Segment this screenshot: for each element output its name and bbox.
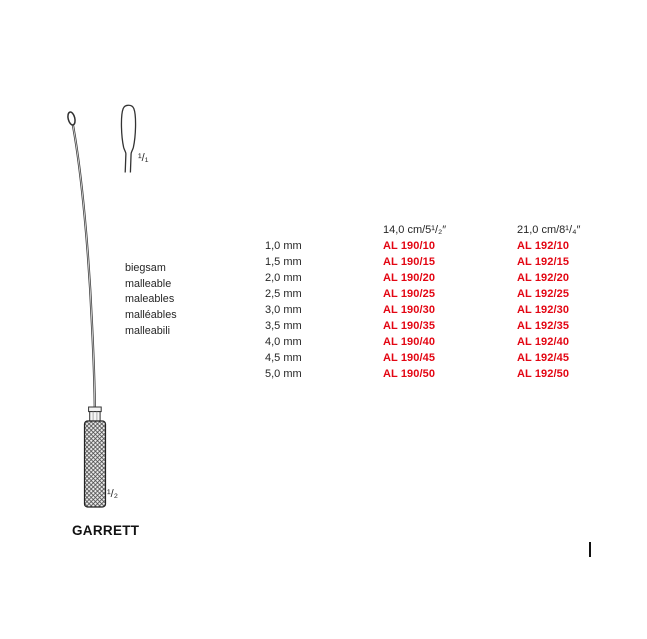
instrument-shaft-highlight	[73, 126, 95, 408]
size-cell: 4,0 mm	[265, 336, 302, 348]
code-cell-21cm: AL 192/25	[517, 288, 570, 300]
code-cell-21cm: AL 192/35	[517, 320, 570, 332]
material-description-line: malleable	[125, 277, 172, 290]
code-cell-14cm: AL 190/20	[383, 272, 436, 284]
page-edge-tick	[589, 542, 591, 557]
size-cell: 1,0 mm	[265, 240, 302, 252]
instrument-ferrule	[89, 407, 102, 421]
table-header-length-21cm: 21,0 cm/8¹/₄″	[517, 224, 581, 236]
product-name: GARRETT	[72, 523, 140, 538]
size-cell: 3,0 mm	[265, 304, 302, 316]
handle-scale-label: ¹/₂	[107, 488, 118, 500]
size-cell: 4,5 mm	[265, 352, 302, 364]
material-description-line: maleables	[125, 293, 175, 306]
code-cell-21cm: AL 192/40	[517, 336, 570, 348]
code-cell-14cm: AL 190/35	[383, 320, 436, 332]
size-cell: 5,0 mm	[265, 368, 302, 380]
code-cell-21cm: AL 192/50	[517, 368, 570, 380]
code-cell-14cm: AL 190/10	[383, 240, 436, 252]
code-cell-21cm: AL 192/10	[517, 240, 570, 252]
code-cell-21cm: AL 192/20	[517, 272, 570, 284]
size-cell: 3,5 mm	[265, 320, 302, 332]
code-cell-21cm: AL 192/45	[517, 352, 570, 364]
code-cell-14cm: AL 190/50	[383, 368, 436, 380]
size-cell: 1,5 mm	[265, 256, 302, 268]
code-cell-14cm: AL 190/25	[383, 288, 436, 300]
code-cell-21cm: AL 192/30	[517, 304, 570, 316]
table-header-length-14cm: 14,0 cm/5¹/₂″	[383, 224, 447, 236]
material-description-line: biegsam	[125, 262, 166, 274]
instrument-shaft	[73, 126, 95, 408]
material-description	[125, 261, 177, 340]
size-cell: 2,0 mm	[265, 272, 302, 284]
code-cell-14cm: AL 190/40	[383, 336, 436, 348]
size-cell: 2,5 mm	[265, 288, 302, 300]
instrument-tip-loop	[67, 111, 77, 125]
code-cell-21cm: AL 192/15	[517, 256, 570, 268]
material-description-line: malleabili	[125, 324, 171, 337]
tip-detail-scale-label: ¹/₁	[138, 152, 149, 164]
code-cell-14cm: AL 190/15	[383, 256, 436, 268]
code-cell-14cm: AL 190/45	[383, 352, 436, 364]
code-cell-14cm: AL 190/30	[383, 304, 436, 316]
material-description-line: malléables	[125, 309, 177, 322]
instrument-handle	[85, 421, 106, 507]
tip-detail-olive	[121, 105, 135, 172]
